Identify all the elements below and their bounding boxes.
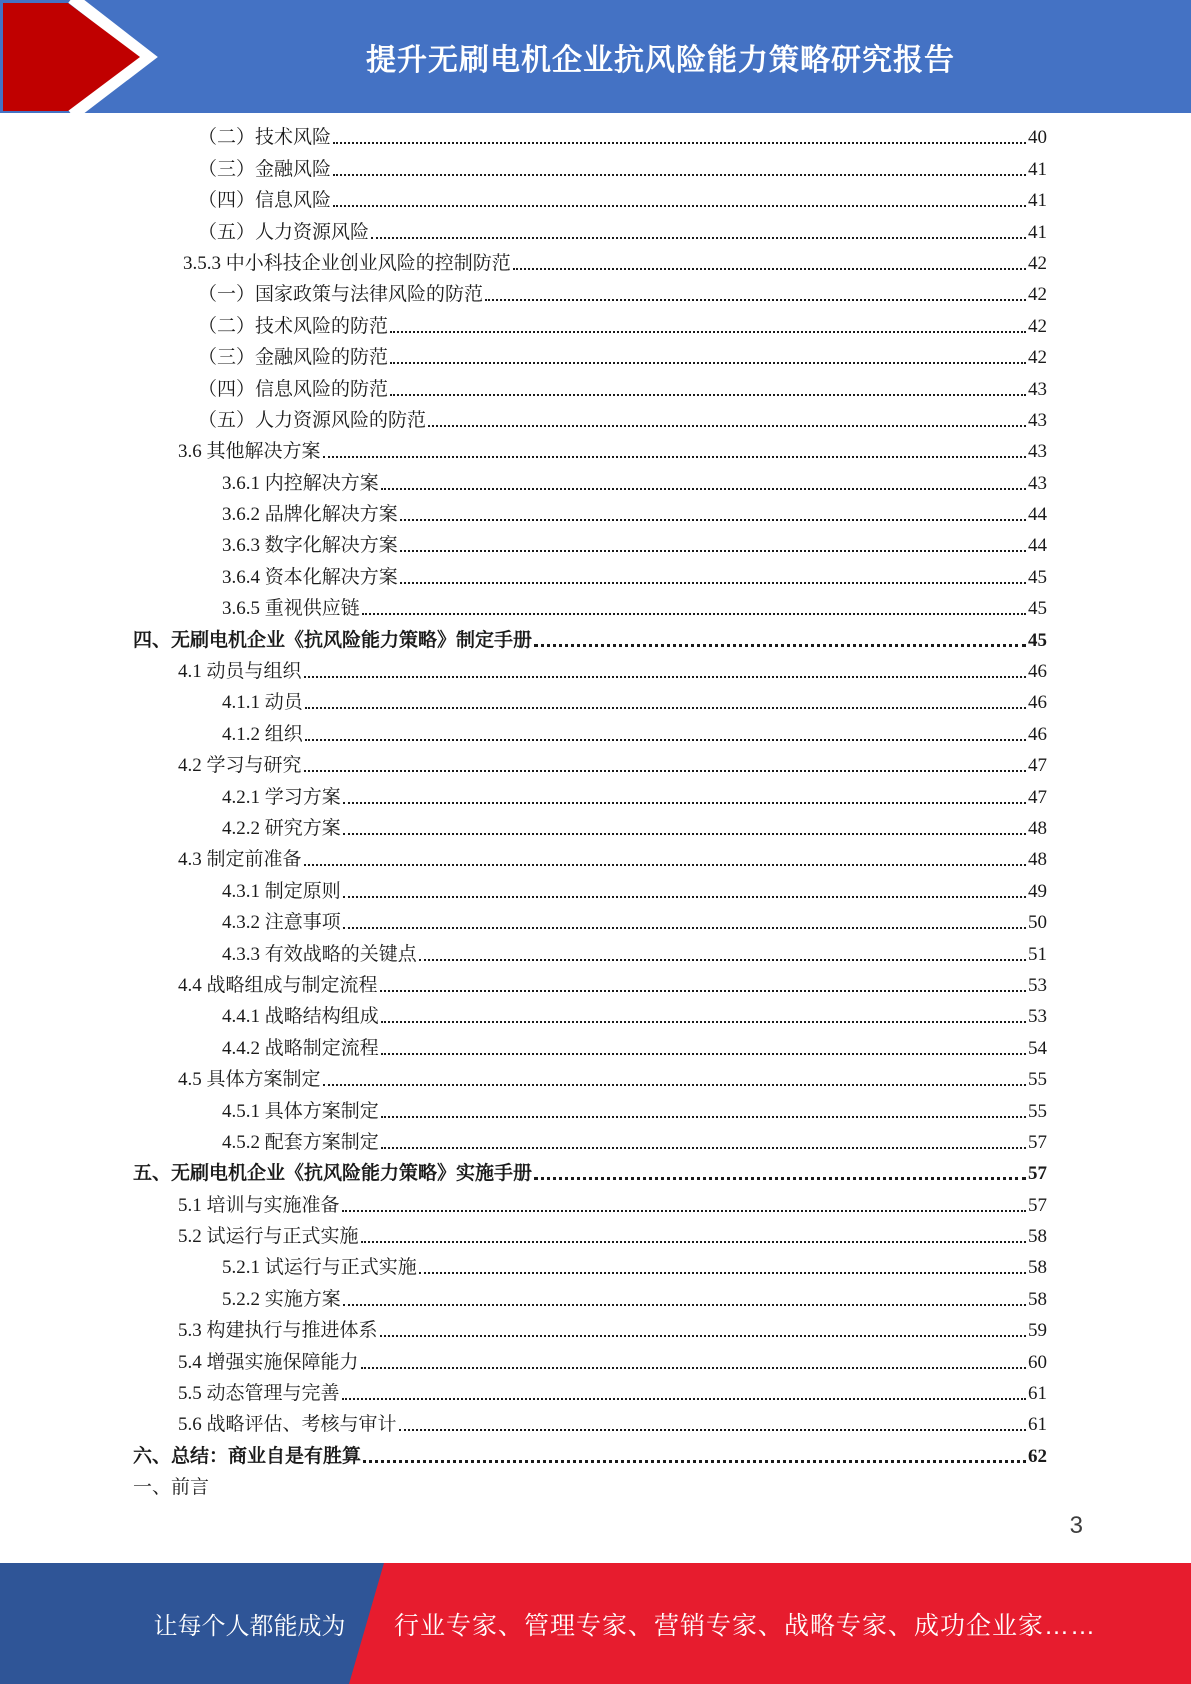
toc-dot-leader: [304, 676, 1026, 678]
toc-row[interactable]: [0, 841, 1047, 872]
toc-entry-label: 4.1.2 组织: [222, 723, 303, 745]
toc-dot-leader: [428, 425, 1026, 427]
report-title: 提升无刷电机企业抗风险能力策略研究报告: [366, 43, 955, 77]
toc-entry-label: （二）技术风险: [198, 127, 332, 149]
toc-entry-label: 5.6 战略评估、考核与审计: [178, 1414, 397, 1436]
toc-row[interactable]: [0, 1155, 1047, 1186]
footer-slogan-right: 行业专家、管理专家、营销专家、战略专家、成功企业家……: [394, 1611, 1097, 1640]
toc-row[interactable]: [0, 1469, 1047, 1500]
toc-row[interactable]: [0, 370, 1047, 401]
footer-slogan-left: 让每个人都能成为: [153, 1613, 346, 1640]
toc-entry-page: 46: [1028, 723, 1047, 745]
toc-row[interactable]: [0, 119, 1047, 150]
toc-row[interactable]: [0, 1124, 1047, 1155]
red-chevron-arrow-icon: [0, 0, 170, 113]
toc-entry-page: 54: [1028, 1037, 1047, 1059]
toc-entry-page: 51: [1028, 943, 1047, 965]
toc-entry-page: 47: [1028, 755, 1047, 777]
toc-entry-label: 4.3.2 注意事项: [222, 912, 341, 934]
toc-row[interactable]: [0, 213, 1047, 244]
toc-entry-label: 六、总结：商业自是有胜算: [133, 1445, 362, 1467]
page-number: 3: [1069, 1512, 1083, 1539]
toc-entry-label: 4.5.1 具体方案制定: [222, 1100, 379, 1122]
toc-entry-page: 41: [1028, 158, 1047, 180]
toc-entry-page: 53: [1028, 974, 1047, 996]
toc-dot-leader: [380, 990, 1026, 992]
toc-row[interactable]: [0, 810, 1047, 841]
toc-entry-page: 40: [1028, 127, 1047, 149]
toc-entry-page: 61: [1028, 1383, 1047, 1405]
toc-entry-label: 5.2.1 试运行与正式实施: [222, 1257, 417, 1279]
toc-dot-leader: [305, 707, 1026, 709]
toc-entry-label: 4.4.1 战略结构组成: [222, 1006, 379, 1028]
toc-dot-leader: [343, 927, 1026, 929]
toc-entry-page: 58: [1028, 1226, 1047, 1248]
toc-dot-leader: [362, 613, 1026, 615]
toc-row[interactable]: [0, 558, 1047, 589]
toc-entry-label: 5.2 试运行与正式实施: [178, 1226, 359, 1248]
toc-entry-page: 41: [1028, 221, 1047, 243]
toc-row[interactable]: [0, 402, 1047, 433]
toc-entry-page: 57: [1028, 1194, 1047, 1216]
toc-entry-label: 3.6 其他解决方案: [178, 441, 321, 463]
toc-entry-page: 42: [1028, 252, 1047, 274]
toc-row[interactable]: [0, 653, 1047, 684]
toc-entry-label: 5.2.2 实施方案: [222, 1288, 341, 1310]
toc-dot-leader: [323, 456, 1026, 458]
toc-row[interactable]: [0, 527, 1047, 558]
toc-entry-label: （四）信息风险: [198, 190, 332, 212]
toc-entry-page: 61: [1028, 1414, 1047, 1436]
toc-row[interactable]: [0, 150, 1047, 181]
toc-entry-page: 46: [1028, 661, 1047, 683]
toc-entry-label: 4.4.2 战略制定流程: [222, 1037, 379, 1059]
toc-row[interactable]: [0, 998, 1047, 1029]
toc-entry-label: 5.4 增强实施保障能力: [178, 1351, 359, 1373]
toc-entry-page: 49: [1028, 880, 1047, 902]
toc-row[interactable]: [0, 1312, 1047, 1343]
toc-entry-label: 3.6.4 资本化解决方案: [222, 566, 398, 588]
toc-entry-page: 57: [1028, 1163, 1047, 1185]
toc-entry-label: （三）金融风险: [198, 158, 332, 180]
toc-dot-leader: [390, 331, 1026, 333]
toc-entry-label: （一）国家政策与法律风险的防范: [198, 284, 484, 306]
toc-entry-page: 42: [1028, 347, 1047, 369]
toc-row[interactable]: [0, 1437, 1047, 1468]
toc-dot-leader: [343, 896, 1026, 898]
toc-entry-page: 45: [1028, 566, 1047, 588]
toc-entry-page: 44: [1028, 504, 1047, 526]
toc-row[interactable]: [0, 1186, 1047, 1217]
toc-dot-leader: [399, 1429, 1026, 1431]
toc-entry-label: 5.3 构建执行与推进体系: [178, 1320, 378, 1342]
toc-row[interactable]: [0, 1061, 1047, 1092]
toc-entry-page: 55: [1028, 1100, 1047, 1122]
toc-row[interactable]: [0, 1406, 1047, 1437]
toc-entry-label: 4.2.1 学习方案: [222, 786, 341, 808]
toc-entry-label: （五）人力资源风险的防范: [198, 409, 427, 431]
toc-dot-leader: [333, 174, 1026, 176]
toc-dot-leader: [342, 1210, 1026, 1212]
toc-entry-label: 5.1 培训与实施准备: [178, 1194, 340, 1216]
toc-row[interactable]: [0, 182, 1047, 213]
toc-entry-page: 44: [1028, 535, 1047, 557]
toc-row[interactable]: [0, 339, 1047, 370]
toc-dot-leader: [419, 1272, 1026, 1274]
toc-row[interactable]: [0, 778, 1047, 809]
toc-entry-page: 48: [1028, 817, 1047, 839]
toc-dot-leader: [381, 1053, 1026, 1055]
toc-dot-leader: [400, 582, 1026, 584]
toc-entry-label: 4.3.3 有效战略的关键点: [222, 943, 417, 965]
toc-entry-page: 45: [1028, 629, 1047, 651]
toc-dot-leader: [390, 362, 1026, 364]
toc-entry-page: 43: [1028, 441, 1047, 463]
toc-dot-leader: [304, 770, 1026, 772]
toc-entry-page: 57: [1028, 1131, 1047, 1153]
toc-entry-page: 41: [1028, 190, 1047, 212]
toc-entry-page: 62: [1028, 1445, 1047, 1467]
toc-entry-label: 3.6.2 品牌化解决方案: [222, 504, 398, 526]
toc-entry-page: 45: [1028, 598, 1047, 620]
toc-entry-label: （二）技术风险的防范: [198, 315, 389, 337]
toc-entry-page: 43: [1028, 409, 1047, 431]
toc-dot-leader: [343, 833, 1026, 835]
toc-row[interactable]: [0, 590, 1047, 621]
toc-entry-page: 58: [1028, 1288, 1047, 1310]
toc-row[interactable]: [0, 464, 1047, 495]
toc-entry-label: （四）信息风险的防范: [198, 378, 389, 400]
toc-entry-page: 42: [1028, 284, 1047, 306]
toc-dot-leader: [534, 1177, 1026, 1180]
toc-row[interactable]: [0, 1280, 1047, 1311]
toc-dot-leader: [342, 1398, 1026, 1400]
toc-row[interactable]: [0, 1375, 1047, 1406]
toc-row[interactable]: [0, 872, 1047, 903]
toc-dot-leader: [343, 802, 1026, 804]
toc-entry-page: 43: [1028, 472, 1047, 494]
toc-row[interactable]: [0, 1218, 1047, 1249]
toc-entry-page: 59: [1028, 1320, 1047, 1342]
toc-row[interactable]: [0, 935, 1047, 966]
toc-row[interactable]: [0, 747, 1047, 778]
toc-dot-leader: [371, 237, 1026, 239]
toc-dot-leader: [361, 1241, 1026, 1243]
toc-dot-leader: [534, 644, 1026, 647]
toc-entry-page: 48: [1028, 849, 1047, 871]
toc-entry-page: 55: [1028, 1069, 1047, 1091]
toc-entry-label: 4.5.2 配套方案制定: [222, 1131, 379, 1153]
toc-dot-leader: [485, 299, 1026, 301]
toc-entry-label: 一、前言: [133, 1477, 210, 1499]
toc-row[interactable]: [0, 904, 1047, 935]
toc-entry-page: 60: [1028, 1351, 1047, 1373]
toc-entry-page: 46: [1028, 692, 1047, 714]
toc-row[interactable]: [0, 1249, 1047, 1280]
toc-dot-leader: [381, 1021, 1026, 1023]
toc-row[interactable]: [0, 276, 1047, 307]
toc-dot-leader: [333, 142, 1026, 144]
toc-dot-leader: [343, 1304, 1026, 1306]
toc-row[interactable]: [0, 621, 1047, 652]
toc-row[interactable]: [0, 1092, 1047, 1123]
toc-dot-leader: [363, 1460, 1026, 1463]
toc-dot-leader: [390, 394, 1026, 396]
toc-dot-leader: [323, 1084, 1026, 1086]
toc-entry-page: 53: [1028, 1006, 1047, 1028]
toc-entry-label: 4.3 制定前准备: [178, 849, 302, 871]
toc-entry-label: 4.1.1 动员: [222, 692, 303, 714]
toc-entry-label: 四、无刷电机企业《抗风险能力策略》制定手册: [133, 629, 533, 651]
toc-entry-label: （五）人力资源风险: [198, 221, 370, 243]
toc-entry-label: 4.4 战略组成与制定流程: [178, 974, 378, 996]
toc-entry-label: 3.6.3 数字化解决方案: [222, 535, 398, 557]
toc-dot-leader: [381, 1116, 1026, 1118]
toc-entry-page: 42: [1028, 315, 1047, 337]
toc-dot-leader: [400, 550, 1026, 552]
toc-row[interactable]: [0, 433, 1047, 464]
toc-dot-leader: [305, 739, 1026, 741]
toc-entry-label: 3.6.5 重视供应链: [222, 598, 360, 620]
toc-row[interactable]: [0, 307, 1047, 338]
header-banner: [0, 0, 1191, 113]
toc-dot-leader: [381, 488, 1026, 490]
toc-entry-label: 3.5.3 中小科技企业创业风险的控制防范: [183, 252, 511, 274]
toc-dot-leader: [333, 205, 1026, 207]
toc-entry-label: 五、无刷电机企业《抗风险能力策略》实施手册: [133, 1163, 533, 1185]
toc-dot-leader: [381, 1147, 1026, 1149]
toc-entry-label: 3.6.1 内控解决方案: [222, 472, 379, 494]
toc-dot-leader: [513, 268, 1026, 270]
toc-entry-label: 4.5 具体方案制定: [178, 1069, 321, 1091]
toc-entry-label: （三）金融风险的防范: [198, 347, 389, 369]
toc-row[interactable]: [0, 496, 1047, 527]
toc-entry-page: 58: [1028, 1257, 1047, 1279]
toc-entry-label: 4.2 学习与研究: [178, 755, 302, 777]
toc-entry-label: 5.5 动态管理与完善: [178, 1383, 340, 1405]
toc-dot-leader: [419, 959, 1026, 961]
toc-row[interactable]: [0, 967, 1047, 998]
toc-row[interactable]: [0, 1343, 1047, 1374]
toc-row[interactable]: [0, 715, 1047, 746]
toc-entry-label: 4.3.1 制定原则: [222, 880, 341, 902]
toc-dot-leader: [304, 864, 1026, 866]
toc-entry-label: 4.2.2 研究方案: [222, 817, 341, 839]
toc-dot-leader: [400, 519, 1026, 521]
toc-dot-leader: [380, 1335, 1026, 1337]
toc-row[interactable]: [0, 1029, 1047, 1060]
toc-list: [0, 119, 1047, 1500]
toc-entry-page: 43: [1028, 378, 1047, 400]
toc-entry-page: 47: [1028, 786, 1047, 808]
footer-band: [0, 1563, 1191, 1684]
toc-row[interactable]: [0, 684, 1047, 715]
toc-row[interactable]: [0, 245, 1047, 276]
toc-entry-label: 4.1 动员与组织: [178, 661, 302, 683]
toc-dot-leader: [361, 1367, 1026, 1369]
toc-entry-page: 50: [1028, 912, 1047, 934]
